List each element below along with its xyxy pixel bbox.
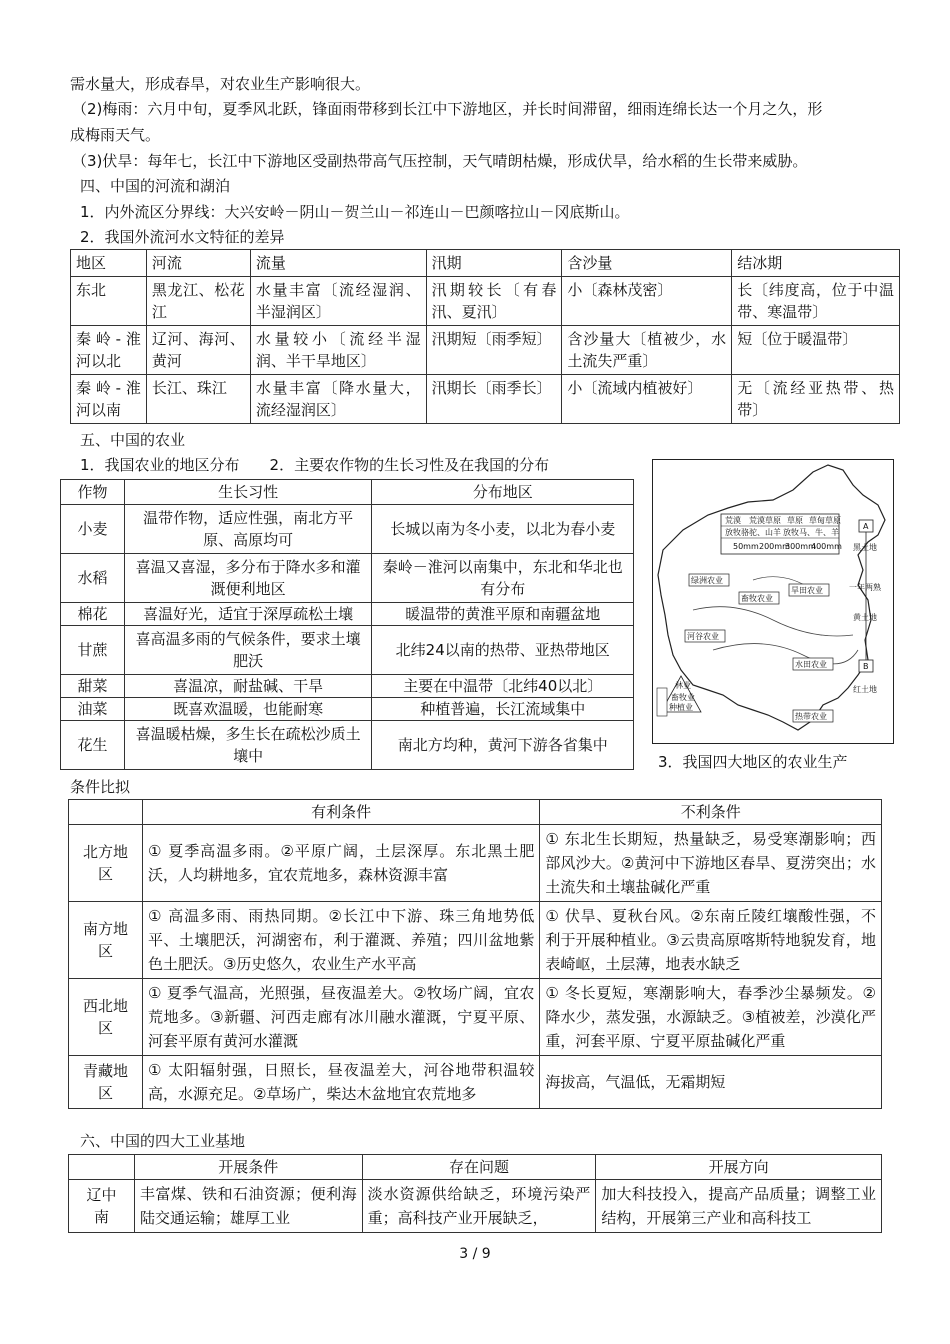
table-cell: 长江、珠江 [146, 375, 250, 424]
map-label-twice: 一年两熟 [849, 583, 881, 592]
conditions-caption: 条件比拟 [70, 778, 131, 796]
table-header: 结冰期 [732, 250, 900, 277]
table-header: 开展方向 [596, 1155, 882, 1180]
table-cell: 油菜 [61, 698, 125, 721]
map-label-black-soil: 黑土地 [853, 543, 877, 552]
table-row [61, 554, 634, 603]
map-label-grassland: 草原 [787, 516, 803, 525]
map-label-valley: 河谷农业 [687, 632, 719, 641]
table-cell: ① 太阳辐射强，日照长，昼夜温差大，河谷地带积温较高，水源充足。②草场广，柴达木盆地宜农荒地多 [142, 1056, 539, 1109]
map-label-tropical: 热带农业 [795, 712, 827, 721]
table-cell: 秦岭－淮河以南集中，东北和华北也有分布 [372, 554, 634, 603]
table-cell: 含沙量大〔植被少，水土流失严重〕 [562, 326, 732, 375]
table-cell: 丰富煤、铁和石油资源；便利海陆交通运输；雄厚工业 [134, 1180, 362, 1233]
table-cell: 喜温又喜湿，多分布于降水多和灌溉便利地区 [124, 554, 372, 603]
table-cell: 黑龙江、松花江 [146, 277, 250, 326]
map-label-200mm: 200mm [759, 542, 790, 551]
table-cell: 汛期长〔雨季长〕 [426, 375, 562, 424]
table-cell: 主要在中温带〔北纬40以北〕 [372, 675, 634, 698]
table-cell: 西北地区 [69, 979, 143, 1056]
table-row [69, 1056, 882, 1109]
table-header: 生长习性 [124, 480, 372, 505]
table-row [61, 698, 634, 721]
section-heading-industry: 六、中国的四大工业基地 [80, 1132, 246, 1150]
text-line-3: 成梅雨天气。 [70, 126, 161, 144]
crops-table [60, 479, 634, 770]
map-label-herding: 畜牧农业 [741, 594, 773, 603]
table-row [69, 825, 882, 902]
agriculture-subheading: 1．我国农业的地区分布 2．主要农作物的生长习性及在我国的分布 [80, 456, 550, 474]
section-heading-agriculture: 五、中国的农业 [80, 431, 186, 449]
table-cell: 暖温带的黄淮平原和南疆盆地 [372, 603, 634, 626]
table-row [61, 505, 634, 554]
text-line-2: （2)梅雨：六月中旬，夏季风北跃，锋面雨带移到长江中下游地区，并长时间滞留，细雨连绵长达一个月之久，形 [72, 100, 823, 118]
china-agriculture-map [653, 460, 893, 743]
table-cell: 南方地区 [69, 902, 143, 979]
table-cell: 温带作物，适应性强，南北方平原、高原均可 [124, 505, 372, 554]
table-cell: 汛期短〔雨季短〕 [426, 326, 562, 375]
map-label-oasis: 绿洲农业 [691, 576, 723, 585]
rivers-table [70, 249, 900, 424]
map-label-a: A [863, 522, 869, 531]
table-header: 不利条件 [540, 800, 882, 825]
industry-table [68, 1154, 882, 1233]
table-header-row [61, 480, 634, 505]
table-row [69, 902, 882, 979]
table-cell: 无〔流经亚热带、热带〕 [732, 375, 900, 424]
table-cell: 花生 [61, 721, 125, 770]
table-cell: 南北方均种，黄河下游各省集中 [372, 721, 634, 770]
text-line-divide: 1．内外流区分界线：大兴安岭－阴山－贺兰山－祁连山－巴颜喀拉山－冈底斯山。 [80, 203, 630, 221]
map-caption: 3．我国四大地区的农业生产 [658, 753, 848, 771]
table-cell: 喜温好光，适宜于深厚疏松土壤 [124, 603, 372, 626]
map-label-dryland: 旱田农业 [791, 586, 823, 595]
table-row [61, 626, 634, 675]
table-cell: ① 高温多雨、雨热同期。②长江中下游、珠三角地势低平、土壤肥沃，河湖密布，利于灌溉、养殖；四川盆地紫色土肥沃。③历史悠久，农业生产水平高 [142, 902, 539, 979]
table-cell: ① 夏季气温高，光照强，昼夜温差大。②牧场广阔，宜农荒地多。③新疆、河西走廊有冰川融水灌溉，宁夏平原、河套平原有黄河水灌溉 [142, 979, 539, 1056]
section-heading-rivers: 四、中国的河流和湖泊 [80, 177, 231, 195]
table-header: 含沙量 [562, 250, 732, 277]
map-label-herd2: 放牧马、牛、羊 [783, 528, 839, 537]
table-cell: 甘蔗 [61, 626, 125, 675]
conditions-table [68, 799, 882, 1109]
map-label-50mm: 50mm [733, 542, 759, 551]
table-cell: 棉花 [61, 603, 125, 626]
table-cell: 既喜欢温暖，也能耐寒 [124, 698, 372, 721]
page-number: 3 / 9 [459, 1246, 491, 1262]
table-cell: 水稻 [61, 554, 125, 603]
table-row [61, 721, 634, 770]
table-header [69, 1155, 135, 1180]
table-cell: 小麦 [61, 505, 125, 554]
table-cell: 海拔高，气温低，无霜期短 [540, 1056, 882, 1109]
table-cell: 汛期较长〔有春汛、夏汛〕 [426, 277, 562, 326]
table-row [61, 603, 634, 626]
map-label-forestry: 林业 [675, 681, 691, 690]
table-cell: 加大科技投入，提高产品质量；调整工业结构，开展第三产业和高科技工 [596, 1180, 882, 1233]
table-cell: 秦岭-淮河以北 [71, 326, 147, 375]
table-cell: 青藏地区 [69, 1056, 143, 1109]
table-header: 存在问题 [362, 1155, 596, 1180]
table-cell: ① 东北生长期短，热量缺乏，易受寒潮影响；西部风沙大。②黄河中下游地区春旱、夏涝突出；水土流失和土壤盐碱化严重 [540, 825, 882, 902]
table-cell: 东北 [71, 277, 147, 326]
table-cell: 水量较小〔流经半湿润、半干旱地区〕 [250, 326, 426, 375]
map-label-animal: 畜牧业 [671, 693, 695, 702]
table-cell: ① 冬长夏短，寒潮影响大，春季沙尘暴频发。②降水少，蒸发强，水源缺乏。③植被差，沙漠化严重，河套平原、宁夏平原盐碱化严重 [540, 979, 882, 1056]
table-cell: 北方地区 [69, 825, 143, 902]
table-cell: 长城以南为冬小麦，以北为春小麦 [372, 505, 634, 554]
table-header: 汛期 [426, 250, 562, 277]
table-cell: 水量丰富〔降水量大，流经湿润区〕 [250, 375, 426, 424]
map-label-desert: 荒漠 [725, 516, 741, 525]
table-cell: 水量丰富〔流经湿润、半湿润区〕 [250, 277, 426, 326]
table-header [69, 800, 143, 825]
table-cell: 北纬24以南的热带、亚热带地区 [372, 626, 634, 675]
table-header: 流量 [250, 250, 426, 277]
map-label-herd1: 放牧骆驼、山羊 [725, 528, 781, 537]
table-row [69, 979, 882, 1056]
table-cell: ① 伏旱、夏秋台风。②东南丘陵红壤酸性强，不利于开展种植业。③云贵高原喀斯特地貌发育，地表崎岖，土层薄，地表水缺乏 [540, 902, 882, 979]
table-cell: 短〔位于暖温带〕 [732, 326, 900, 375]
table-header: 河流 [146, 250, 250, 277]
table-cell: 喜高温多雨的气候条件，要求土壤肥沃 [124, 626, 372, 675]
table-cell: 淡水资源供给缺乏，环境污染严重；高科技产业开展缺乏， [362, 1180, 596, 1233]
table-cell: 小〔森林茂密〕 [562, 277, 732, 326]
table-cell: 甜菜 [61, 675, 125, 698]
table-cell: ① 夏季高温多雨。②平原广阔，土层深厚。东北黑土肥沃，人均耕地多，宜农荒地多，森林资源丰富 [142, 825, 539, 902]
table-header: 分布地区 [372, 480, 634, 505]
table-row [69, 1180, 882, 1233]
table-cell: 秦岭-淮河以南 [71, 375, 147, 424]
table-row [71, 375, 900, 424]
table-row [71, 326, 900, 375]
text-line-rivers-sub: 2．我国外流河水文特征的差异 [80, 228, 285, 246]
table-header: 地区 [71, 250, 147, 277]
map-label-desert-grass: 荒漠草原 [749, 516, 781, 525]
table-header-row [71, 250, 900, 277]
table-row [71, 277, 900, 326]
text-line-1: 需水量大，形成春旱，对农业生产影响很大。 [70, 75, 371, 93]
map-label-meadow: 草甸草原 [809, 516, 841, 525]
table-header-row [69, 800, 882, 825]
map-label-red-soil: 红土地 [853, 685, 877, 694]
table-cell: 辽河、海河、黄河 [146, 326, 250, 375]
map-label-yellow-soil: 黄土地 [853, 613, 877, 622]
map-label-paddy: 水田农业 [795, 660, 827, 669]
table-cell: 种植普遍，长江流域集中 [372, 698, 634, 721]
table-header-row [69, 1155, 882, 1180]
map-label-300mm: 300mm [785, 542, 816, 551]
map-label-planting: 种植业 [669, 703, 693, 712]
table-cell: 小〔流域内植被好〕 [562, 375, 732, 424]
table-cell: 喜温暖枯燥，多生长在疏松沙质土壤中 [124, 721, 372, 770]
table-cell: 辽中南 [69, 1180, 135, 1233]
table-header: 开展条件 [134, 1155, 362, 1180]
table-header: 有利条件 [142, 800, 539, 825]
table-cell: 喜温凉，耐盐碱、干旱 [124, 675, 372, 698]
text-line-4: （3)伏旱：每年七，长江中下游地区受副热带高气压控制，天气晴朗枯燥，形成伏旱，给水稻的生长带来威胁。 [72, 152, 808, 170]
table-header: 作物 [61, 480, 125, 505]
map-label-b: B [863, 662, 869, 671]
agriculture-map-figure [652, 459, 894, 744]
table-row [61, 675, 634, 698]
map-label-400mm: 400mm [811, 542, 842, 551]
table-cell: 长〔纬度高，位于中温带、寒温带〕 [732, 277, 900, 326]
